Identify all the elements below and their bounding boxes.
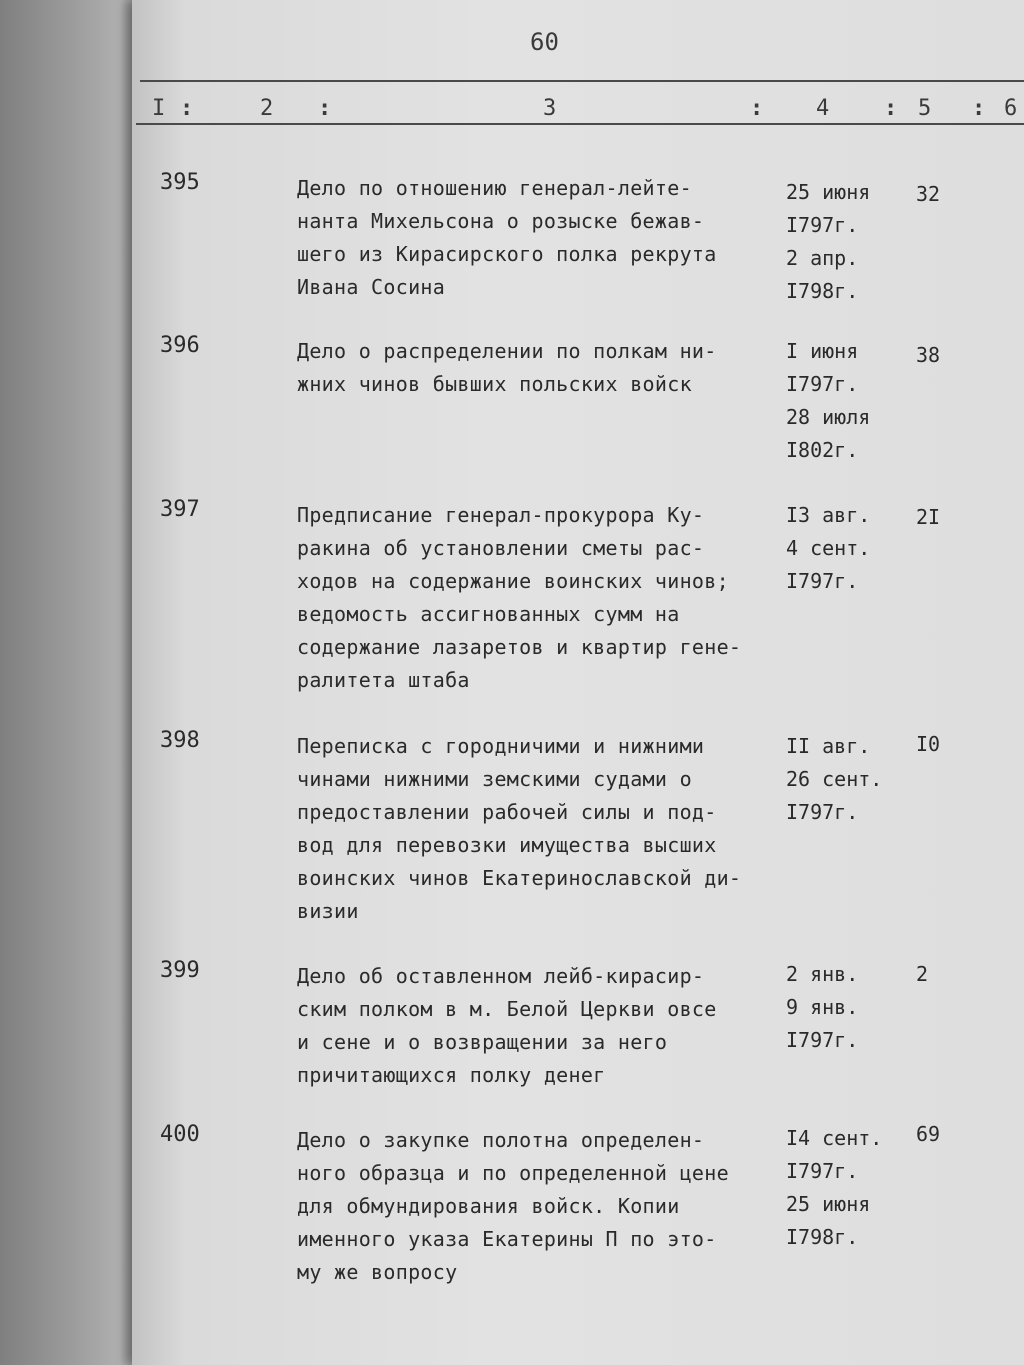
- entry-number: 397: [160, 497, 200, 522]
- column-separator: :: [750, 96, 764, 121]
- header-bottom-rule: [136, 123, 1024, 125]
- entry-sheet-count: I0: [916, 732, 941, 756]
- entry-sheet-count: 69: [916, 1122, 941, 1146]
- entry-number: 396: [160, 333, 200, 358]
- entry-sheet-count: 2I: [916, 505, 941, 529]
- entry-sheet-count: 32: [916, 182, 941, 206]
- column-header-5: 5: [918, 96, 932, 121]
- column-separator: :: [180, 96, 194, 121]
- entry-sheet-count: 38: [916, 343, 941, 367]
- entry-sheet-count: 2: [916, 962, 929, 986]
- header-top-rule: [140, 80, 1024, 82]
- entry-description: Дело о закупке полотна определен- ного образца и по определенной цене для обмундирования войск. Копии именного указа Екатерины П по это- му же вопросу: [297, 1128, 729, 1284]
- column-separator: :: [972, 96, 986, 121]
- entry-number: 398: [160, 728, 200, 753]
- entry-dates: 2 янв. 9 янв. I797г.: [786, 962, 859, 1052]
- entry-number: 395: [160, 170, 200, 195]
- column-header-4: 4: [816, 96, 830, 121]
- entry-dates: 25 июня I797г. 2 апр. I798г.: [786, 180, 871, 303]
- entry-description: Предписание генерал-прокурора Ку- ракина об установлении сметы рас- ходов на содержание воинских чинов; ведомость ассигнованных сумм на содержание лазаретов и квартир гене- ралитета штаба: [297, 503, 742, 692]
- page-number: 60: [530, 28, 559, 56]
- entry-description: Дело по отношению генерал-лейте- нанта Михельсона о розыске бежав- шего из Кирасирского полка рекрута Ивана Сосина: [297, 176, 717, 299]
- entry-description: Дело о распределении по полкам ни- жних чинов бывших польских войск: [297, 339, 717, 396]
- entry-dates: II авг. 26 сент. I797г.: [786, 734, 883, 824]
- entry-dates: I4 сент. I797г. 25 июня I798г.: [786, 1126, 883, 1249]
- entry-dates: I3 авг. 4 сент. I797г.: [786, 503, 871, 593]
- column-header-6: 6: [1004, 96, 1018, 121]
- entry-dates: I июня I797г. 28 июля I802г.: [786, 339, 871, 462]
- column-separator: :: [318, 96, 332, 121]
- facing-page-edge: [0, 0, 150, 1365]
- column-header-1: I: [152, 96, 166, 121]
- entry-number: 399: [160, 958, 200, 983]
- entry-number: 400: [160, 1122, 200, 1147]
- entry-description: Дело об оставленном лейб-кирасир- ским полком в м. Белой Церкви овсе и сене и о возвращении за него причитающихся полку денег: [297, 964, 717, 1087]
- column-header-2: 2: [260, 96, 274, 121]
- entry-description: Переписка с городничими и нижними чинами нижними земскими судами о предоставлении рабочей силы и под- вод для перевозки имущества высших воинских чинов Екатеринославской ди- визии: [297, 734, 742, 923]
- column-header-3: 3: [543, 96, 557, 121]
- column-separator: :: [884, 96, 898, 121]
